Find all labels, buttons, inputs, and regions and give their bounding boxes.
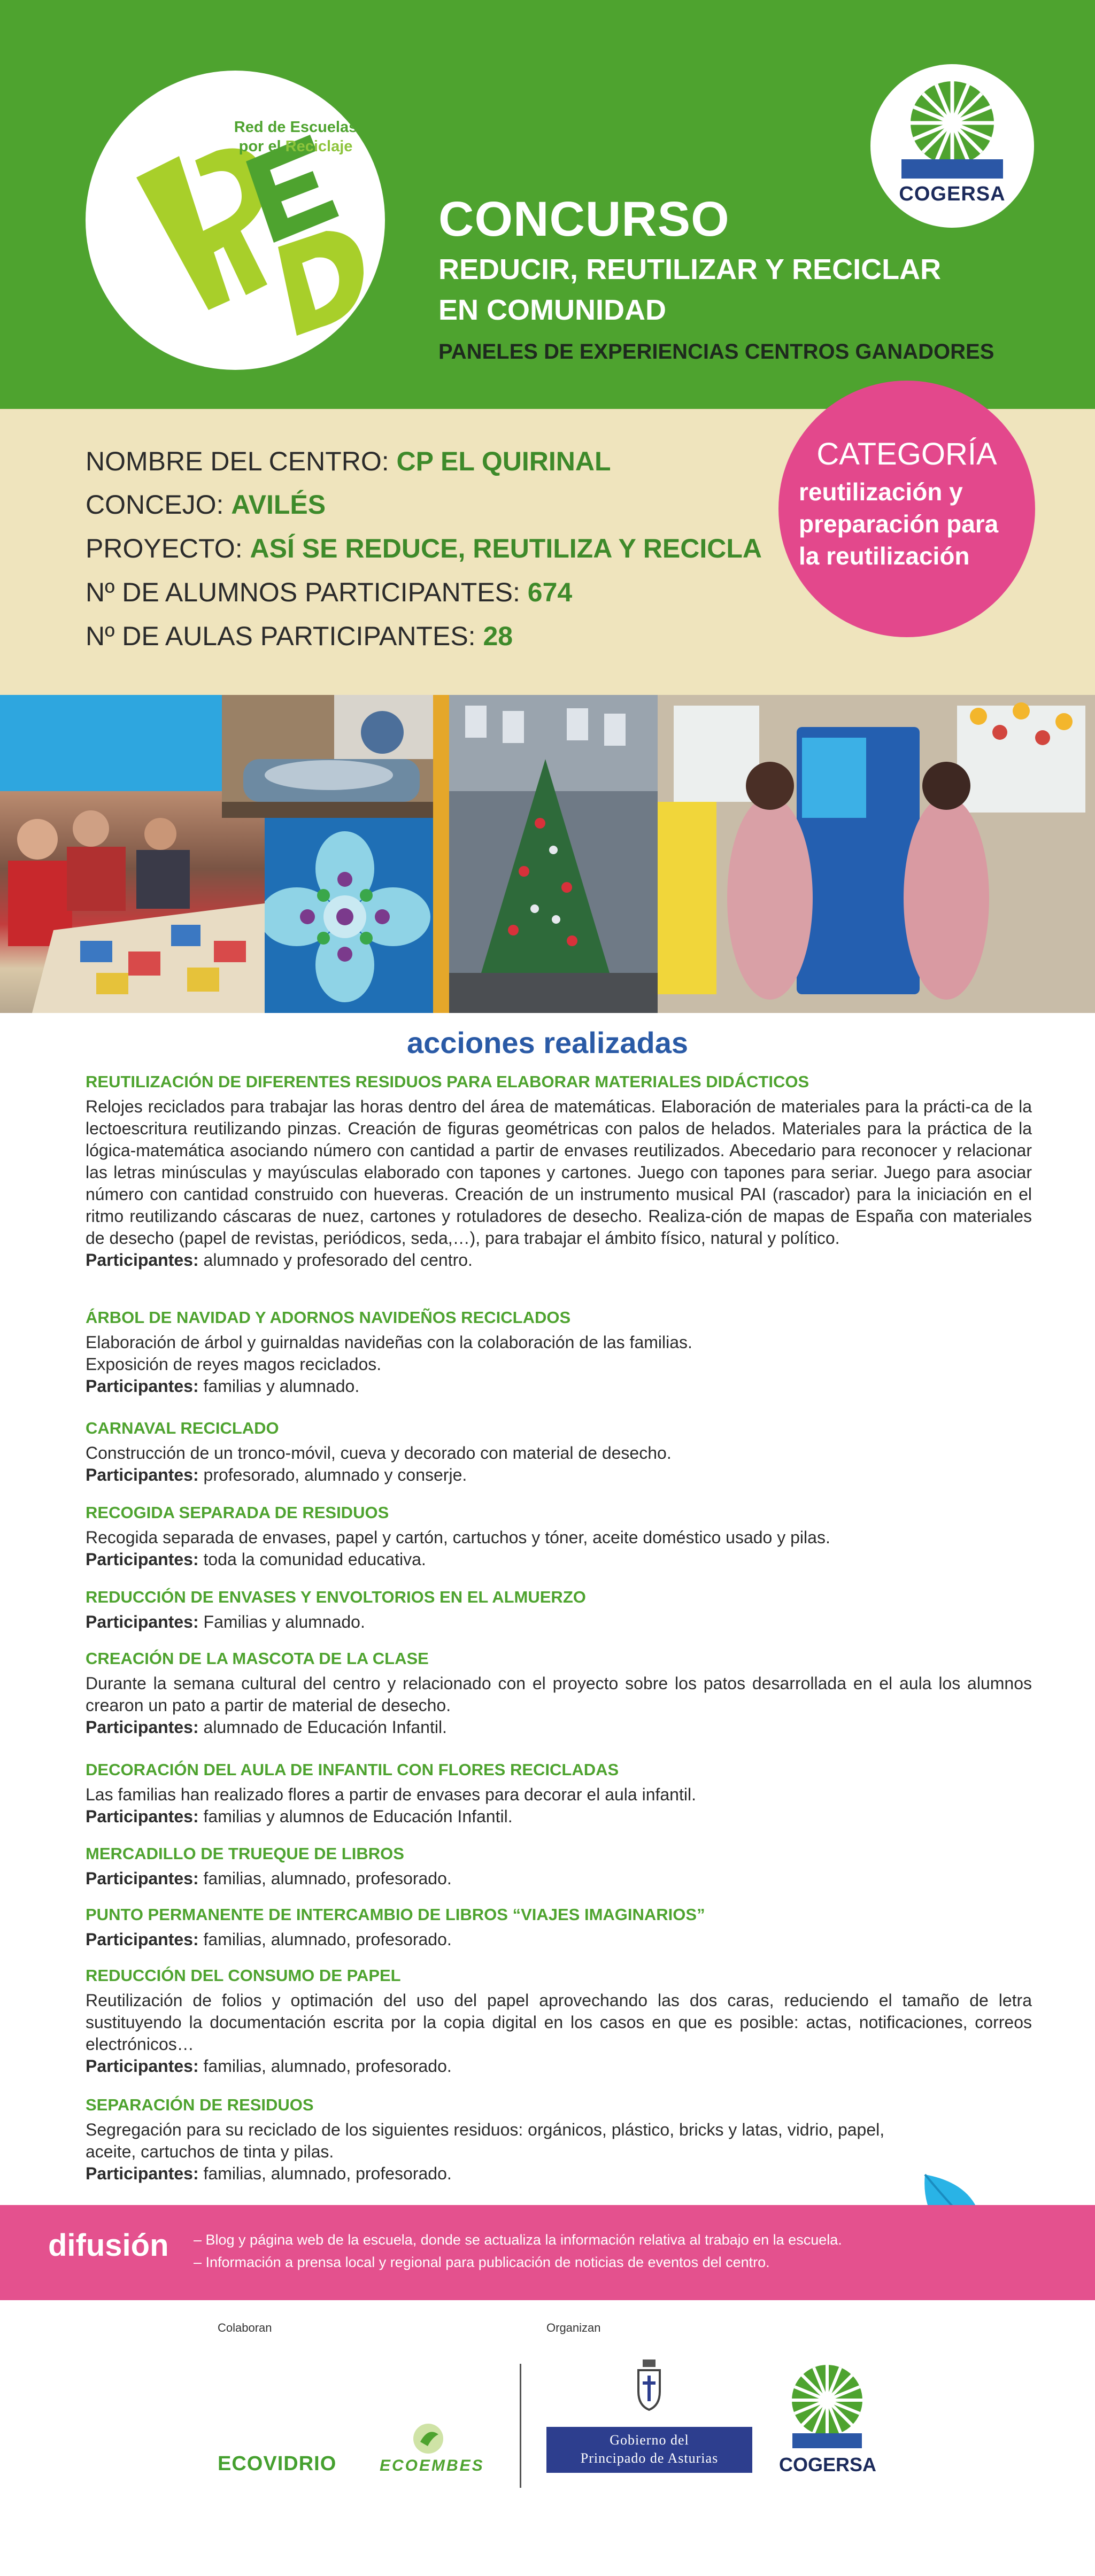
info-concejo — [86, 489, 326, 520]
action-participants — [86, 1464, 1032, 1486]
action-heading: MERCADILLO DE TRUEQUE DE LIBROS — [86, 1844, 404, 1863]
ecoembes-emblem-icon — [411, 2423, 446, 2455]
action-description — [86, 1611, 1032, 1633]
action-body-text: Elaboración de árbol y guirnaldas navideñas con la colaboración de las familias. Exposición de reyes magos reciclados. — [86, 1333, 692, 1374]
action-heading: REDUCCIÓN DEL CONSUMO DE PAPEL — [86, 1966, 401, 1985]
action-heading: CREACIÓN DE LA MASCOTA DE LA CLASE — [86, 1649, 429, 1668]
red-escuelas-logo — [86, 71, 385, 370]
action-description — [86, 1442, 1032, 1486]
action-description — [86, 2119, 1032, 2185]
gobierno-line-2: Principado de Asturias — [580, 2450, 719, 2466]
recycled-flower-photo-icon — [265, 818, 433, 1013]
contest-subtitle-line-2: EN COMUNIDAD — [438, 294, 666, 326]
organizan-label: Organizan — [546, 2321, 601, 2334]
photo-strip — [0, 695, 1095, 1013]
action-participants — [86, 1375, 1032, 1397]
participants-value: alumnado y profesorado del centro. — [198, 1250, 473, 1270]
action-participants — [86, 1549, 1032, 1571]
action-description — [86, 1096, 1032, 1271]
action-heading: DECORACIÓN DEL AULA DE INFANTIL CON FLORES RECICLADAS — [86, 1760, 619, 1779]
cogersa-logo-top — [870, 64, 1034, 228]
category-title: CATEGORÍA — [816, 437, 997, 471]
logo-line-2 — [223, 137, 368, 156]
participants-label: Participantes: — [86, 1930, 199, 1949]
alumnos-label: Nº DE ALUMNOS PARTICIPANTES: — [86, 577, 528, 607]
action-description — [86, 1527, 1032, 1571]
action-body-text: Durante la semana cultural del centro y relacionado con el proyecto sobre los patos desarrollada en el aula los alumnos crearon un pato a partir de material de desecho. — [86, 1674, 1032, 1715]
difusion-label: difusión — [48, 2228, 169, 2263]
contest-subtitle — [438, 249, 973, 330]
participants-label: Participantes: — [86, 1376, 199, 1396]
proyecto-value: ASÍ SE REDUCE, REUTILIZA Y RECICLA — [250, 533, 762, 563]
action-description — [86, 1332, 1032, 1397]
info-centro — [86, 446, 611, 477]
difusion-line-2: – Información a prensa local y regional para publicación de noticias de eventos del centro. — [194, 2254, 770, 2270]
photo-border-strip — [433, 695, 449, 1013]
action-description — [86, 1929, 1032, 1951]
participants-value: familias, alumnado, profesorado. — [198, 2164, 452, 2183]
action-participants — [86, 1249, 1032, 1271]
participants-value: familias y alumnos de Educación Infantil. — [198, 1807, 513, 1826]
logo-line-1: Red de Escuelas — [234, 119, 358, 136]
ecoembes-logo: ECOEMBES — [380, 2457, 484, 2474]
cogersa-top-label: COGERSA — [899, 183, 1006, 205]
logo-line-2-highlight: Reciclaje — [285, 138, 353, 155]
participants-label: Participantes: — [86, 1869, 199, 1888]
action-heading: RECOGIDA SEPARADA DE RESIDUOS — [86, 1503, 389, 1522]
info-proyecto — [86, 533, 762, 564]
participants-label: Participantes: — [86, 1465, 199, 1484]
ecovidrio-logo: ECOVIDRIO — [218, 2453, 337, 2475]
participants-value: alumnado de Educación Infantil. — [198, 1718, 447, 1737]
action-description — [86, 1990, 1032, 2077]
centro-label: NOMBRE DEL CENTRO: — [86, 446, 397, 476]
action-participants — [86, 2055, 1032, 2077]
cogersa-bottom-label: COGERSA — [778, 2454, 877, 2476]
action-heading: CARNAVAL RECICLADO — [86, 1419, 279, 1437]
action-description — [86, 1784, 1032, 1828]
participants-label: Participantes: — [86, 1250, 199, 1270]
action-participants — [86, 1716, 1032, 1738]
category-line-2: preparación para — [799, 510, 999, 538]
action-heading: PUNTO PERMANENTE DE INTERCAMBIO DE LIBROS “VIAJES IMAGINARIOS” — [86, 1905, 705, 1924]
concejo-label: CONCEJO: — [86, 490, 232, 520]
action-participants — [86, 2163, 1032, 2185]
category-line-3: la reutilización — [799, 542, 970, 570]
photo-recycled-flower — [265, 818, 433, 1013]
aulas-label: Nº DE AULAS PARTICIPANTES: — [86, 621, 483, 651]
action-description — [86, 1868, 1032, 1890]
participants-label: Participantes: — [86, 1550, 199, 1569]
info-aulas — [86, 621, 513, 652]
action-body-text: Segregación para su reciclado de los siguientes residuos: orgánicos, plástico, bricks y latas, vidrio, papel, aceite, cartuchos de tinta y pilas. — [86, 2120, 885, 2161]
action-body-text: Recogida separada de envases, papel y cartón, cartuchos y tóner, aceite doméstico usado y pilas. — [86, 1528, 830, 1547]
participants-value: Familias y alumnado. — [198, 1612, 365, 1631]
action-heading: ÁRBOL DE NAVIDAD Y ADORNOS NAVIDEÑOS RECICLADOS — [86, 1308, 571, 1327]
actions-title: acciones realizadas — [406, 1026, 689, 1059]
action-participants — [86, 1868, 1032, 1890]
proyecto-label: PROYECTO: — [86, 533, 250, 563]
gobierno-line-1: Gobierno del — [610, 2432, 689, 2448]
photo-book-market — [0, 791, 265, 1013]
footer-divider — [520, 2364, 521, 2488]
action-participants — [86, 1611, 1032, 1633]
participants-label: Participantes: — [86, 1807, 199, 1826]
asturias-coat-of-arms-icon — [634, 2358, 664, 2412]
photo-recycling-bins — [658, 695, 1095, 1013]
participants-value: familias, alumnado, profesorado. — [198, 2056, 452, 2076]
participants-label: Participantes: — [86, 2056, 199, 2076]
red-logo-letters-icon — [86, 71, 385, 370]
action-body-text: Reutilización de folios y optimación del uso del papel aprovechando las dos caras, reduciendo el tamaño de letra sustituyendo la documentación escrita por la copia digital en los casos en que es posible: actas, notificaciones, correos electrónicos… — [86, 1991, 1032, 2054]
participants-value: profesorado, alumnado y conserje. — [198, 1465, 467, 1484]
red-logo-caption — [223, 118, 368, 156]
gobierno-asturias-logo — [546, 2427, 752, 2473]
logo-line-2-prefix: por el — [238, 138, 286, 155]
contest-title: CONCURSO — [438, 192, 730, 246]
concejo-value: AVILÉS — [231, 490, 326, 520]
action-body-text: Construcción de un tronco-móvil, cueva y decorado con material de desecho. — [86, 1443, 672, 1463]
recycling-bins-photo-icon — [658, 695, 1095, 1013]
contest-subtitle-line-1: REDUCIR, REUTILIZAR Y RECICLAR — [438, 253, 942, 285]
action-body-text: Las familias han realizado flores a partir de envases para decorar el aula infantil. — [86, 1785, 696, 1804]
blue-accent-block — [0, 695, 222, 791]
participants-label: Participantes: — [86, 1612, 199, 1631]
photo-carnival-craft — [222, 695, 433, 818]
action-description — [86, 1673, 1032, 1738]
difusion-band — [0, 2205, 1095, 2300]
participants-value: familias y alumnado. — [198, 1376, 360, 1396]
panel-label: PANELES DE EXPERIENCIAS CENTROS GANADORES — [438, 340, 994, 363]
carnival-craft-photo-icon — [222, 695, 433, 818]
christmas-tree-photo-icon — [433, 695, 658, 1013]
colaboran-label: Colaboran — [218, 2321, 272, 2334]
difusion-line-1: – Blog y página web de la escuela, donde se actualiza la información relativa al trabajo en la escuela. — [194, 2232, 842, 2248]
category-badge — [778, 381, 1035, 637]
participants-label: Participantes: — [86, 1718, 199, 1737]
action-heading: SEPARACIÓN DE RESIDUOS — [86, 2095, 314, 2114]
participants-label: Participantes: — [86, 2164, 199, 2183]
category-text — [799, 476, 1023, 572]
action-heading: REUTILIZACIÓN DE DIFERENTES RESIDUOS PARA ELABORAR MATERIALES DIDÁCTICOS — [86, 1072, 809, 1091]
participants-value: familias, alumnado, profesorado. — [198, 1869, 452, 1888]
participants-value: toda la comunidad educativa. — [198, 1550, 426, 1569]
cogersa-bottom-sunburst-icon — [787, 2364, 867, 2449]
centro-value: CP EL QUIRINAL — [396, 446, 611, 476]
participants-value: familias, alumnado, profesorado. — [198, 1930, 452, 1949]
alumnos-value: 674 — [527, 577, 573, 607]
header-band — [0, 0, 1095, 409]
photo-recycled-christmas-tree — [433, 695, 658, 1013]
action-participants — [86, 1806, 1032, 1828]
info-alumnos — [86, 577, 572, 608]
book-market-photo-icon — [0, 791, 265, 1013]
category-line-1: reutilización y — [799, 478, 963, 506]
action-body-text: Relojes reciclados para trabajar las horas dentro del área de matemáticas. Elaboración de materiales para la prácti-ca de la lectoescritura reutilizando pinzas. Creación de figuras geométricas con palos de helados. Materiales para la práctica de la lógica-matemática asociando número con cantidad a partir de envases reutilizados. Abecedario para reconocer y relacionar las letras minúsculas y mayúsculas elaborado con tapones y cartones. Juego con tapones para seriar. Juego para asociar número con cantidad construido con hueveras. Creación de un instrumento musical PAI (rascador) para la iniciación en el ritmo reutilizando cáscaras de nuez, cartones y rotuladores de desecho. Realiza-ción de mapas de España con materiales de desecho (papel de revistas, periódicos, seda,…), para trabajar el ámbito físico, natural y político. — [86, 1097, 1032, 1248]
aulas-value: 28 — [483, 621, 513, 651]
action-heading: REDUCCIÓN DE ENVASES Y ENVOLTORIOS EN EL ALMUERZO — [86, 1588, 586, 1606]
action-participants — [86, 1929, 1032, 1951]
